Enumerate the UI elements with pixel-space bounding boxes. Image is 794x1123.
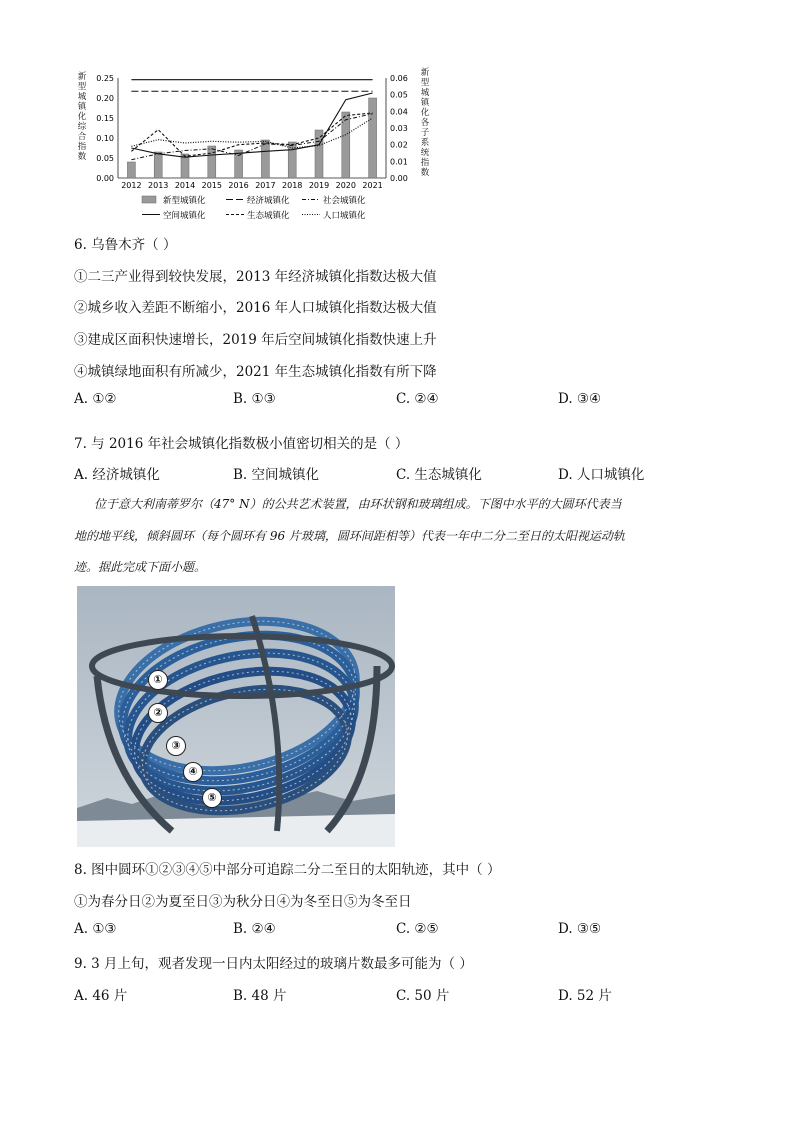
- q6-statement-2: ②城乡收入差距不断缩小，2016 年人口城镇化指数达极大值: [74, 300, 437, 316]
- q7-option-d[interactable]: D. 人口城镇化: [558, 467, 645, 483]
- right-tick-label: 0.03: [390, 124, 408, 133]
- q8-option-d[interactable]: D. ③⑤: [558, 921, 602, 937]
- bar: [369, 98, 377, 178]
- bar: [208, 146, 216, 178]
- q6-stem: 6. 乌鲁木齐（ ）: [74, 237, 177, 253]
- ring-label-1: ①: [148, 670, 168, 690]
- x-tick-label: 2017: [255, 181, 276, 190]
- x-tick-label: 2012: [121, 181, 142, 190]
- intro-line-2: 地的地平线，倾斜圆环（每个圆环有 96 片玻璃，圆环间距相等）代表一年中二分二至日的太阳视运动轨: [74, 529, 625, 543]
- q7-option-b[interactable]: B. 空间城镇化: [233, 467, 320, 483]
- x-tick-label: 2016: [228, 181, 249, 190]
- x-tick-label: 2018: [282, 181, 303, 190]
- legend-label: 人口城镇化: [323, 211, 366, 221]
- bar: [342, 112, 350, 178]
- series-line: [131, 93, 372, 157]
- left-tick-label: 0.10: [96, 134, 114, 143]
- q9-option-a[interactable]: A. 46 片: [74, 988, 128, 1004]
- q6-option-c[interactable]: C. ②④: [396, 391, 439, 407]
- q8-option-c[interactable]: C. ②⑤: [396, 921, 439, 937]
- x-tick-label: 2015: [201, 181, 222, 190]
- right-tick-label: 0.05: [390, 90, 408, 100]
- legend-label: 空间城镇化: [163, 211, 206, 221]
- q6-statement-1: ①二三产业得到较快发展，2013 年经济城镇化指数达极大值: [74, 269, 437, 285]
- q8-stem: 8. 图中圆环①②③④⑤中部分可追踪二分二至日的太阳轨迹，其中（ ）: [74, 862, 501, 878]
- legend-label: 社会城镇化: [323, 196, 366, 206]
- right-tick-label: 0.02: [390, 140, 408, 150]
- intro-line-3: 迹。据此完成下面小题。: [74, 560, 207, 574]
- art-installation-photo: [77, 586, 395, 847]
- x-tick-label: 2020: [335, 181, 356, 190]
- bar: [127, 162, 135, 178]
- left-tick-label: 0.25: [96, 74, 114, 83]
- ring-label-5: ⑤: [202, 788, 222, 808]
- q9-option-c[interactable]: C. 50 片: [396, 988, 450, 1004]
- right-axis-title: 新 型 城 镇 化 各 子 系 统 指 数: [420, 68, 430, 178]
- left-tick-label: 0.20: [96, 94, 114, 103]
- right-tick-label: 0.04: [390, 107, 408, 117]
- q8-option-a[interactable]: A. ①③: [74, 921, 117, 937]
- installation-illustration: [77, 586, 395, 847]
- x-tick-label: 2013: [148, 181, 169, 190]
- intro-line-1: 位于意大利南蒂罗尔（47° N）的公共艺术装置，由环状钢和玻璃组成。下图中水平的大圆环代表当: [94, 497, 622, 511]
- bar: [235, 150, 243, 178]
- q9-option-d[interactable]: D. 52 片: [558, 988, 612, 1004]
- right-tick-label: 0.00: [390, 174, 408, 183]
- legend-label: 经济城镇化: [247, 196, 290, 206]
- ring-label-3: ③: [166, 736, 186, 756]
- q6-option-d[interactable]: D. ③④: [558, 391, 602, 407]
- bar: [315, 130, 323, 178]
- left-tick-label: 0.00: [96, 174, 114, 183]
- q6-statement-4: ④城镇绿地面积有所减少，2021 年生态城镇化指数有所下降: [74, 364, 437, 380]
- legend-swatch: [142, 196, 156, 203]
- q7-option-a[interactable]: A. 经济城镇化: [74, 467, 160, 483]
- legend-label: 生态城镇化: [247, 211, 290, 221]
- q9-option-b[interactable]: B. 48 片: [233, 988, 287, 1004]
- q6-option-a[interactable]: A. ①②: [74, 391, 117, 407]
- x-tick-label: 2021: [362, 181, 383, 190]
- q8-statement: ①为春分日②为夏至日③为秋分日④为冬至日⑤为冬至日: [74, 894, 412, 910]
- ring-label-4: ④: [183, 762, 203, 782]
- left-tick-label: 0.15: [96, 114, 114, 123]
- right-tick-label: 0.06: [390, 74, 408, 83]
- chart: [74, 66, 444, 228]
- q6-statement-3: ③建成区面积快速增长，2019 年后空间城镇化指数快速上升: [74, 332, 437, 348]
- legend-label: 新型城镇化: [163, 196, 206, 206]
- x-tick-label: 2014: [174, 181, 196, 190]
- q8-option-b[interactable]: B. ②④: [233, 921, 276, 937]
- q7-stem: 7. 与 2016 年社会城镇化指数极小值密切相关的是（ ）: [74, 436, 409, 452]
- right-tick-label: 0.01: [390, 157, 408, 167]
- q7-option-c[interactable]: C. 生态城镇化: [396, 467, 482, 483]
- ring-label-2: ②: [148, 703, 168, 723]
- q6-option-b[interactable]: B. ①③: [233, 391, 276, 407]
- bar: [154, 152, 162, 178]
- x-tick-label: 2019: [308, 181, 330, 190]
- left-axis-title: 新 型 城 镇 化 综 合 指 数: [77, 72, 87, 162]
- q9-stem: 9. 3 月上旬，观者发现一日内太阳经过的玻璃片数最多可能为（ ）: [74, 956, 473, 972]
- left-tick-label: 0.05: [96, 154, 114, 163]
- bar: [261, 140, 269, 178]
- chart-svg: [74, 66, 444, 228]
